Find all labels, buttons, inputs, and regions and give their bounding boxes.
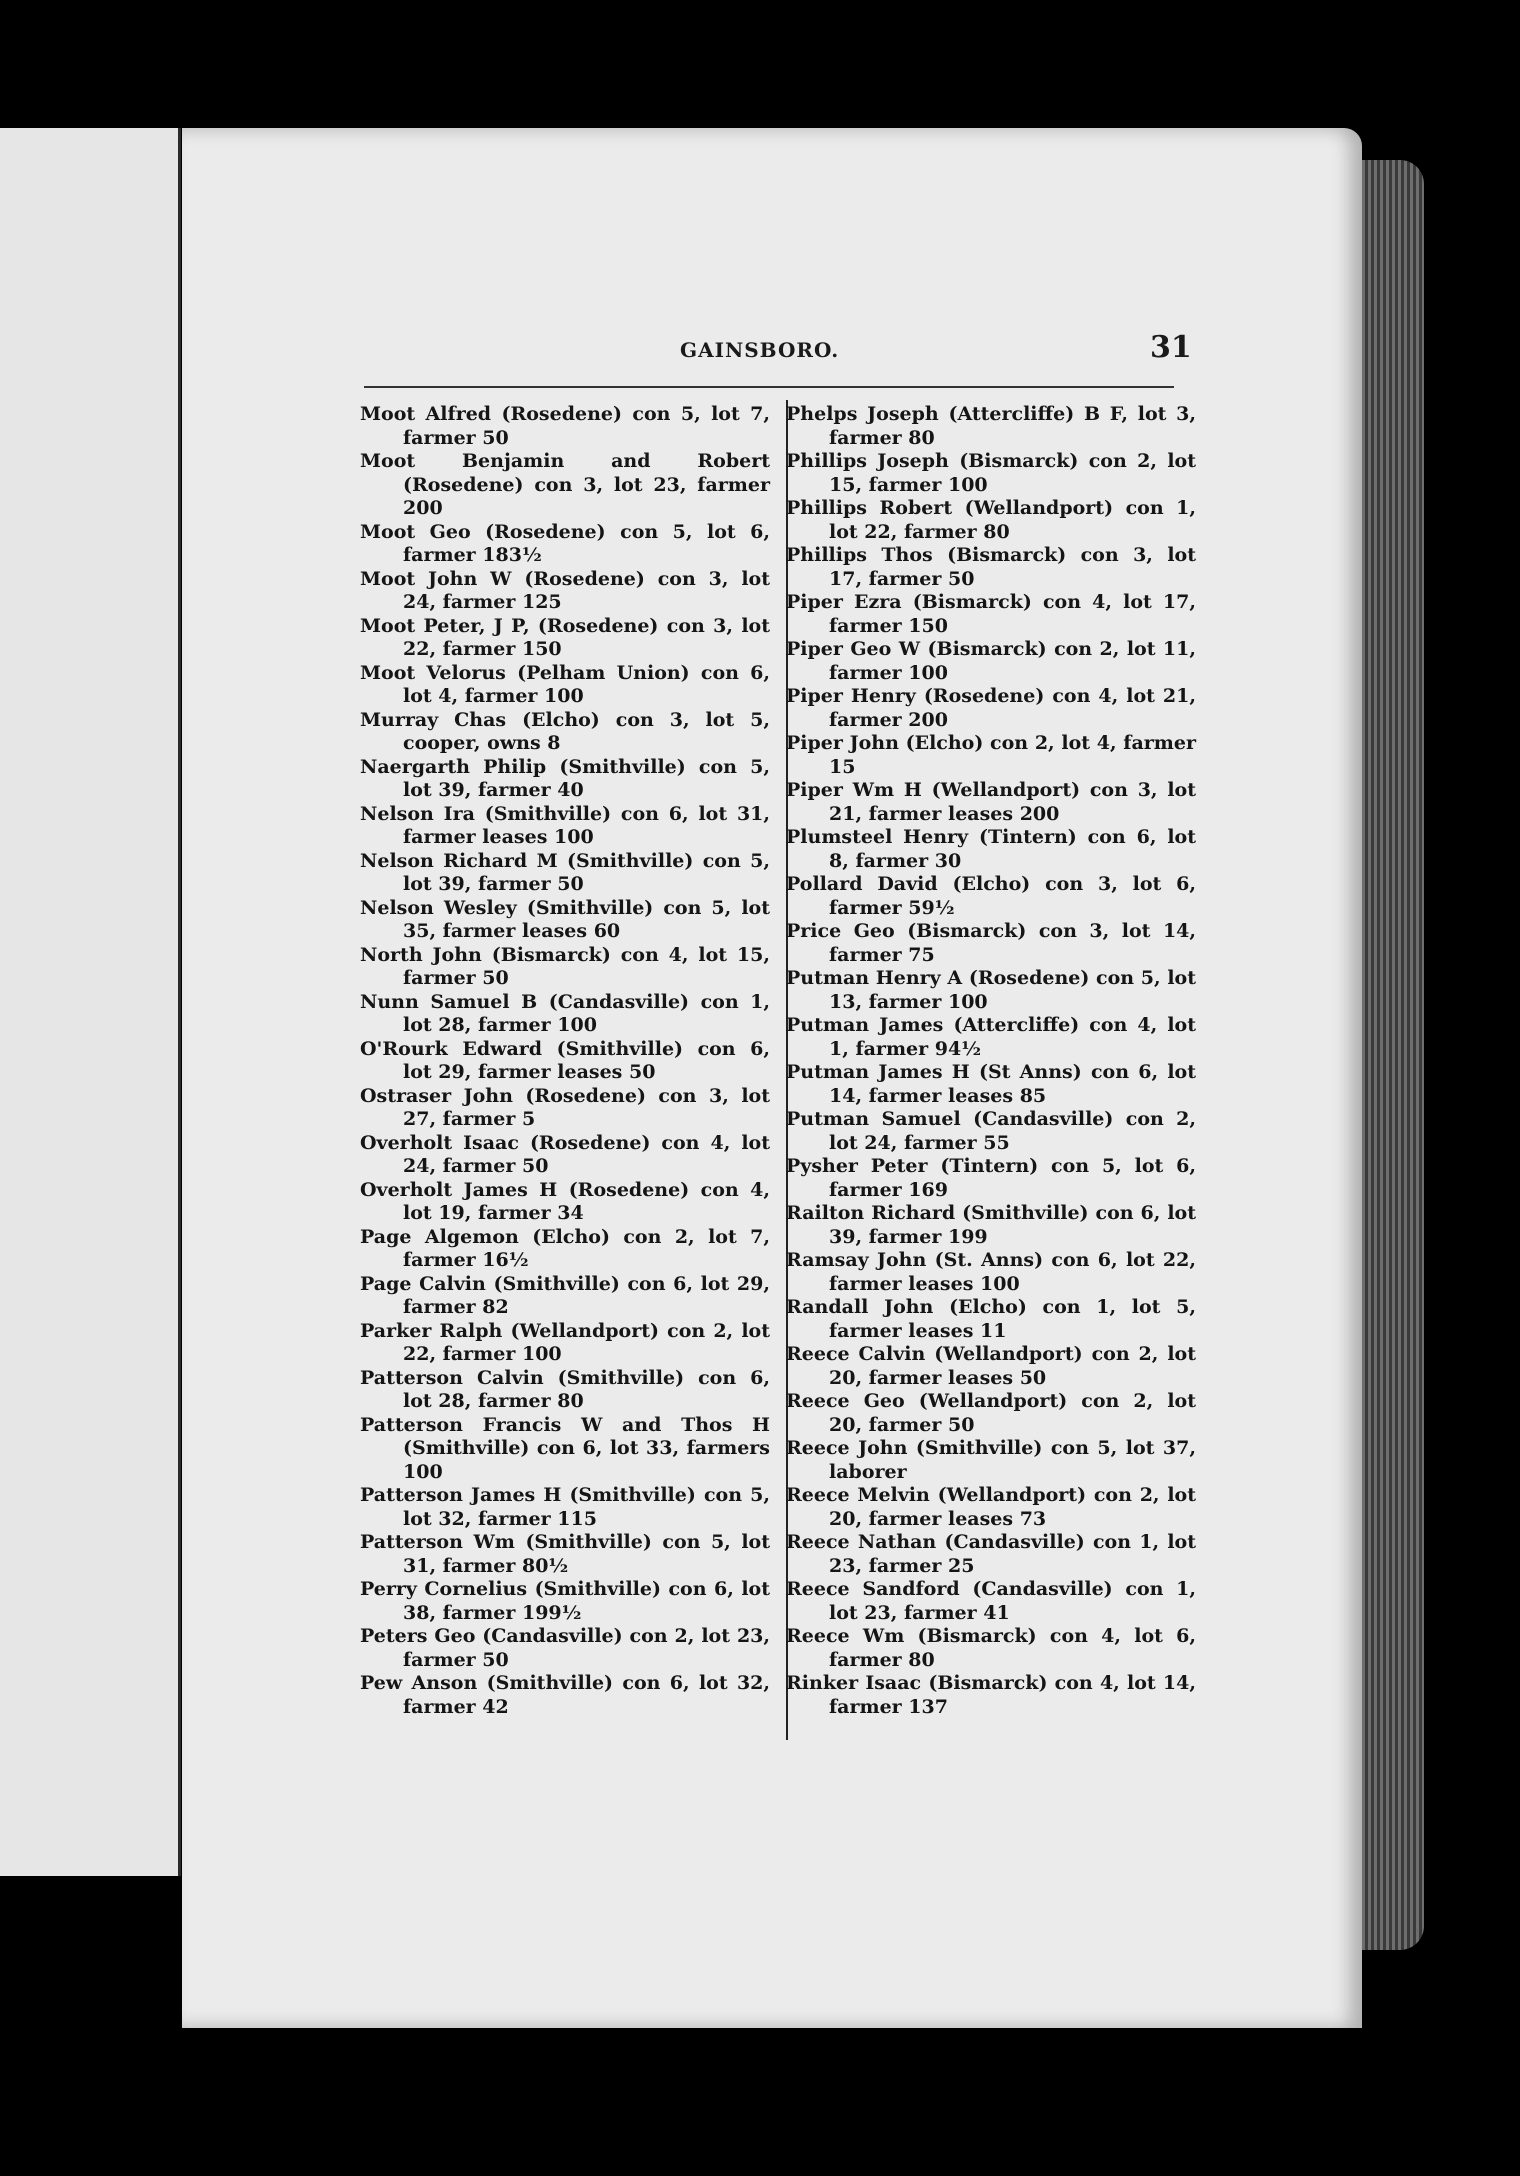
directory-entry: Reece Calvin (Wellandport) con 2, lot 20, farmer leases 50: [786, 1343, 1196, 1389]
directory-entry: Phillips Thos (Bismarck) con 3, lot 17, farmer 50: [786, 544, 1196, 590]
directory-entry: Ramsay John (St. Anns) con 6, lot 22, farmer leases 100: [786, 1249, 1196, 1295]
directory-entry: Moot John W (Rosedene) con 3, lot 24, farmer 125: [360, 567, 770, 613]
directory-entry: Ostraser John (Rosedene) con 3, lot 27, farmer 5: [360, 1084, 770, 1130]
directory-entry: Railton Richard (Smithville) con 6, lot 39, farmer 199: [786, 1202, 1196, 1248]
directory-entry: Nelson Wesley (Smithville) con 5, lot 35, farmer leases 60: [360, 896, 770, 942]
book-page-edges: [1362, 160, 1424, 1950]
directory-entry: Pysher Peter (Tintern) con 5, lot 6, farmer 169: [786, 1155, 1196, 1201]
directory-entry: Rinker Isaac (Bismarck) con 4, lot 14, farmer 137: [786, 1672, 1196, 1718]
directory-entry: Page Algemon (Elcho) con 2, lot 7, farmer 16½: [360, 1225, 770, 1271]
directory-entry: Page Calvin (Smithville) con 6, lot 29, farmer 82: [360, 1272, 770, 1318]
directory-entry: Moot Peter, J P, (Rosedene) con 3, lot 22, farmer 150: [360, 614, 770, 660]
directory-entry: Patterson Francis W and Thos H (Smithville) con 6, lot 33, farmers 100: [360, 1413, 770, 1483]
directory-entry: Plumsteel Henry (Tintern) con 6, lot 8, farmer 30: [786, 826, 1196, 872]
directory-entry: Reece Nathan (Candasville) con 1, lot 23, farmer 25: [786, 1531, 1196, 1577]
directory-entry: Piper Geo W (Bismarck) con 2, lot 11, farmer 100: [786, 638, 1196, 684]
directory-entry: Overholt James H (Rosedene) con 4, lot 19, farmer 34: [360, 1178, 770, 1224]
directory-entry: Perry Cornelius (Smithville) con 6, lot 38, farmer 199½: [360, 1578, 770, 1624]
directory-entry: North John (Bismarck) con 4, lot 15, farmer 50: [360, 943, 770, 989]
directory-entry: Piper Ezra (Bismarck) con 4, lot 17, farmer 150: [786, 591, 1196, 637]
directory-entry: Overholt Isaac (Rosedene) con 4, lot 24, farmer 50: [360, 1131, 770, 1177]
directory-entry: Peters Geo (Candasville) con 2, lot 23, farmer 50: [360, 1625, 770, 1671]
running-title: GAINSBORO.: [680, 338, 840, 362]
directory-entry: Moot Alfred (Rosedene) con 5, lot 7, farmer 50: [360, 403, 770, 449]
directory-entry: Naergarth Philip (Smithville) con 5, lot 39, farmer 40: [360, 755, 770, 801]
directory-entry: Patterson Calvin (Smithville) con 6, lot 28, farmer 80: [360, 1366, 770, 1412]
header-rule: [364, 386, 1174, 388]
directory-entry: Parker Ralph (Wellandport) con 2, lot 22, farmer 100: [360, 1319, 770, 1365]
previous-page-edge: [0, 128, 181, 1876]
directory-entry: Piper John (Elcho) con 2, lot 4, farmer 15: [786, 732, 1196, 778]
directory-entry: Piper Wm H (Wellandport) con 3, lot 21, farmer leases 200: [786, 779, 1196, 825]
directory-entry: Reece Melvin (Wellandport) con 2, lot 20, farmer leases 73: [786, 1484, 1196, 1530]
directory-entry: Reece Wm (Bismarck) con 4, lot 6, farmer 80: [786, 1625, 1196, 1671]
directory-entry: Piper Henry (Rosedene) con 4, lot 21, farmer 200: [786, 685, 1196, 731]
directory-entry: Reece John (Smithville) con 5, lot 37, laborer: [786, 1437, 1196, 1483]
directory-entry: Moot Benjamin and Robert (Rosedene) con 3, lot 23, farmer 200: [360, 450, 770, 519]
directory-entry: Patterson James H (Smithville) con 5, lot 32, farmer 115: [360, 1484, 770, 1530]
directory-entry: Nelson Richard M (Smithville) con 5, lot 39, farmer 50: [360, 849, 770, 895]
directory-entry: Price Geo (Bismarck) con 3, lot 14, farmer 75: [786, 920, 1196, 966]
directory-entry: Putman Henry A (Rosedene) con 5, lot 13, farmer 100: [786, 967, 1196, 1013]
directory-entry: Moot Geo (Rosedene) con 5, lot 6, farmer 183½: [360, 520, 770, 566]
directory-entry: Moot Velorus (Pelham Union) con 6, lot 4, farmer 100: [360, 661, 770, 707]
directory-entry: Reece Geo (Wellandport) con 2, lot 20, farmer 50: [786, 1390, 1196, 1436]
directory-entry: Putman James H (St Anns) con 6, lot 14, farmer leases 85: [786, 1061, 1196, 1107]
directory-column-left: [360, 403, 770, 1719]
directory-entry: Randall John (Elcho) con 1, lot 5, farmer leases 11: [786, 1296, 1196, 1342]
directory-entry: Phillips Robert (Wellandport) con 1, lot 22, farmer 80: [786, 497, 1196, 543]
directory-entry: Phelps Joseph (Attercliffe) B F, lot 3, farmer 80: [786, 403, 1196, 449]
directory-entry: Patterson Wm (Smithville) con 5, lot 31, farmer 80½: [360, 1531, 770, 1577]
directory-entry: Murray Chas (Elcho) con 3, lot 5, cooper, owns 8: [360, 708, 770, 754]
page-header: [182, 330, 1192, 370]
directory-entry: Phillips Joseph (Bismarck) con 2, lot 15, farmer 100: [786, 450, 1196, 496]
directory-entry: Nelson Ira (Smithville) con 6, lot 31, farmer leases 100: [360, 802, 770, 848]
directory-entry: Pew Anson (Smithville) con 6, lot 32, farmer 42: [360, 1672, 770, 1718]
directory-entry: Reece Sandford (Candasville) con 1, lot 23, farmer 41: [786, 1578, 1196, 1624]
page-number: 31: [1150, 330, 1192, 365]
directory-entry: O'Rourk Edward (Smithville) con 6, lot 29, farmer leases 50: [360, 1037, 770, 1083]
directory-entry: Nunn Samuel B (Candasville) con 1, lot 28, farmer 100: [360, 990, 770, 1036]
directory-entry: Pollard David (Elcho) con 3, lot 6, farmer 59½: [786, 873, 1196, 919]
directory-entry: Putman Samuel (Candasville) con 2, lot 24, farmer 55: [786, 1108, 1196, 1154]
directory-entry: Putman James (Attercliffe) con 4, lot 1, farmer 94½: [786, 1014, 1196, 1060]
directory-column-right: [786, 403, 1196, 1719]
